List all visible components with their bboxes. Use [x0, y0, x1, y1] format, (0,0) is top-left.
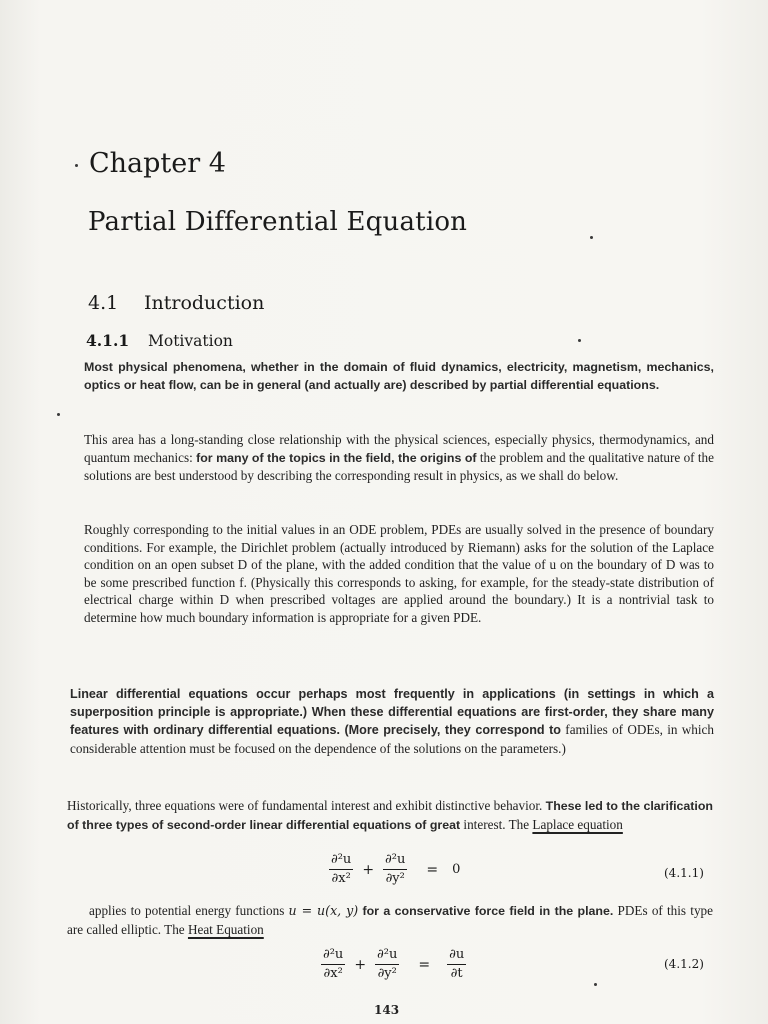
eq2-numerator-1: ∂²u	[321, 947, 345, 965]
paragraph-4	[70, 686, 714, 758]
equation-laplace	[326, 852, 460, 887]
eq2-fraction-x	[321, 947, 345, 982]
paragraph-6-function: u = u(x, y)	[288, 903, 359, 918]
scan-speck	[75, 164, 78, 167]
eq1-numerator-2: ∂²u	[383, 852, 407, 870]
eq1-numerator-1: ∂²u	[329, 852, 353, 870]
paragraph-3: Roughly corresponding to the initial values in an ODE problem, PDEs are usually solved in the presence of boundary conditions. For example, the Dirichlet problem (actually introduced by Riemann) asks for the solution of the Laplace condition on an open subset D of the plane, with the added condition that the value of u on the boundary of D was to be some prescribed function f. (Physically this corresponds to asking, for example, for the steady-state distribution of electrical charge within D when prescribed voltages are applied around the boundary.) It is a nontrivial task to determine how much boundary information is appropriate for a given PDE.	[84, 522, 714, 625]
eq2-rhs-denominator: ∂t	[450, 966, 463, 981]
subsection-number: 4.1.1	[86, 331, 130, 350]
section-number: 4.1	[88, 292, 119, 314]
eq1-rhs: 0	[452, 862, 461, 877]
eq2-denominator-1: ∂x²	[323, 966, 343, 981]
eq2-denominator-2: ∂y²	[377, 966, 397, 981]
paragraph-5-part-a: Historically, three equations were of fundamental interest and exhibit distinctive behavior.	[67, 798, 546, 813]
eq2-fraction-rhs	[447, 947, 466, 982]
page-number: 143	[374, 1003, 400, 1017]
eq1-plus: +	[362, 861, 375, 878]
eq2-fraction-y	[375, 947, 399, 982]
scan-speck	[594, 983, 597, 986]
section-title: Introduction	[144, 292, 265, 314]
eq2-numerator-2: ∂²u	[375, 947, 399, 965]
paragraph-5-part-b: These led to the clarification of three types of second-order linear differential equations of great	[67, 799, 713, 832]
paragraph-4-part-b: families of ODEs, in which considerable attention must be focused on the dependence of the solutions on the parameters.)	[70, 722, 715, 756]
paragraph-2-part-a: This area has a long-standing close relationship with the physical sciences, especially physics, thermodynamics, and quantum mechanics:	[84, 432, 714, 465]
paragraph-6	[67, 902, 713, 938]
section-heading	[88, 292, 264, 314]
equation-number-2: (4.1.2)	[664, 957, 704, 971]
scan-speck	[578, 339, 581, 342]
paragraph-6-part-a: applies to potential energy functions	[89, 903, 289, 918]
eq2-rhs-numerator: ∂u	[447, 947, 466, 965]
eq1-fraction-x	[329, 852, 353, 887]
paragraph-1: Most physical phenomena, whether in the domain of fluid dynamics, electricity, magnetism, mechanics, optics or heat flow, can be in general (and actually are) described by partial differential equations.	[84, 360, 714, 392]
eq1-equals: =	[426, 861, 439, 878]
equation-heat	[318, 947, 469, 982]
laplace-equation-term: Laplace equation	[532, 816, 623, 832]
paragraph-4-part-a: Linear differential equations occur perhaps most frequently in applications (in settings in which a superposition principle is appropriate.) When these differential equations are first-order, they share many features with ordinary differential equations. (More precisely, they correspond to	[70, 687, 714, 737]
paragraph-2-part-b: for many of the topics in the field, the origins of	[196, 450, 477, 465]
heat-equation-term: Heat Equation	[187, 921, 264, 937]
eq2-equals: =	[418, 956, 431, 973]
eq1-fraction-y	[383, 852, 407, 887]
paragraph-5-part-c: interest. The	[460, 816, 533, 832]
chapter-label: Chapter 4	[89, 148, 226, 179]
eq1-denominator-2: ∂y²	[385, 871, 405, 886]
paragraph-6-part-c: for a conservative force field in the plane.	[358, 904, 614, 918]
paragraph-5	[67, 797, 713, 834]
eq1-denominator-1: ∂x²	[331, 871, 351, 886]
paragraph-2	[84, 431, 714, 485]
paragraph-6-part-d: PDEs of this type are called elliptic. The	[67, 903, 713, 937]
equation-number-1: (4.1.1)	[664, 866, 704, 880]
eq2-plus: +	[354, 956, 367, 973]
chapter-title: Partial Differential Equation	[88, 207, 468, 237]
subsection-heading	[86, 331, 233, 350]
scan-speck	[57, 413, 60, 416]
paragraph-2-part-c: the problem and the qualitative nature of the solutions are best understood by describing the corresponding result in physics, as we shall do below.	[84, 449, 714, 483]
scan-speck	[590, 236, 593, 239]
subsection-title: Motivation	[148, 332, 233, 350]
